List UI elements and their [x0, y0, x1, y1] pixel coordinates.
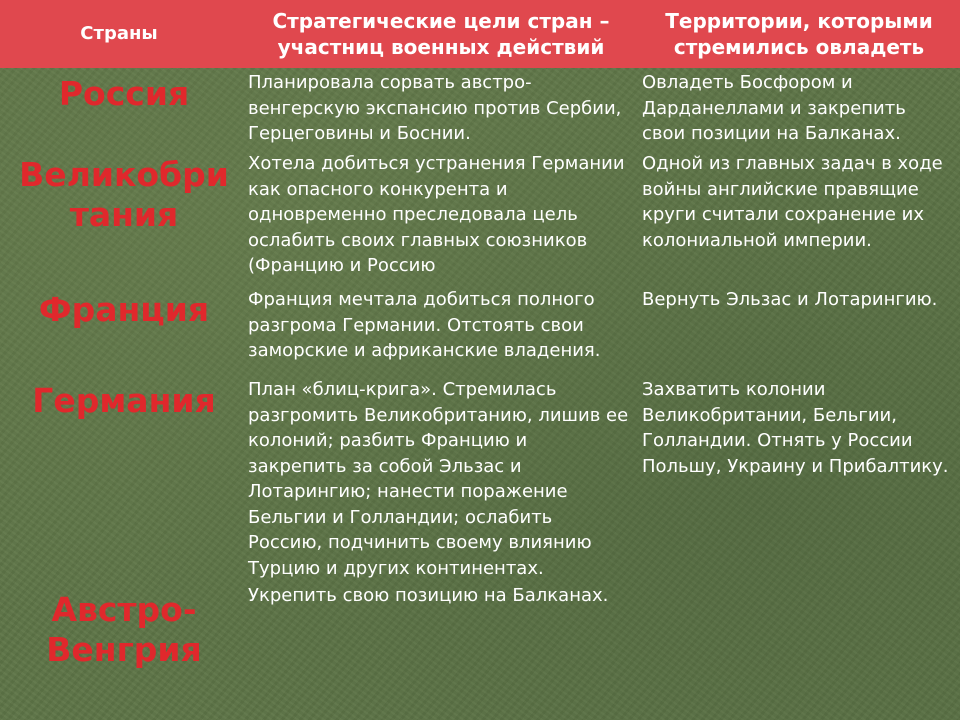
goal-line: закрепить за собой Эльзас и — [248, 455, 522, 477]
goal-line: Укрепить свою позицию на Балканах. — [248, 585, 609, 606]
country-austria-hungary — [0, 590, 248, 670]
territories-great-britain — [642, 151, 958, 253]
goals-great-britain — [248, 151, 640, 279]
territory-line: Вернуть Эльзас и Лотарингию. — [642, 289, 938, 310]
goal-line: Лотарингию; нанести поражение — [248, 481, 568, 502]
country-line: Австро- — [51, 590, 197, 629]
country-line: Венгрия — [46, 630, 202, 669]
country-line: Франция — [38, 290, 210, 329]
goal-line: венгерскую экспансию против Сербии, — [248, 97, 622, 119]
header-goals-line2: участниц военных действий — [277, 35, 605, 59]
goals-germany — [248, 377, 640, 581]
goal-line: Хотела добиться устранения Германии — [248, 153, 625, 174]
header-territories-line2: стремились овладеть — [673, 35, 925, 59]
territory-line: Овладеть Босфором и — [642, 72, 853, 93]
territory-line: войны английские правящие — [642, 178, 919, 200]
country-france — [0, 290, 248, 330]
header-goals-line1: Стратегические цели стран – — [272, 9, 610, 33]
goal-line: заморские и африканские владения. — [248, 340, 601, 361]
header-territories — [638, 0, 960, 68]
territory-line: Захватить колонии — [642, 379, 826, 400]
goal-line: Франция мечтала добиться полного — [248, 289, 595, 310]
country-line: Германия — [32, 381, 216, 420]
country-russia — [0, 74, 248, 114]
header-countries — [0, 0, 238, 68]
goal-line: Россию, подчинить своему влиянию — [248, 532, 592, 553]
territory-line: круги считали сохранение их — [642, 204, 924, 225]
territory-line: Голландии. Отнять у России — [642, 430, 913, 451]
country-germany — [0, 381, 248, 421]
territories-russia — [642, 70, 958, 147]
territory-line: Великобритании, Бельгии, — [642, 404, 897, 426]
country-line: Россия — [58, 74, 190, 113]
goals-austria-hungary — [248, 583, 640, 609]
goal-line: Герцеговины и Боснии. — [248, 123, 471, 144]
goal-line: как опасного конкурента и — [248, 178, 508, 200]
goals-russia — [248, 70, 640, 147]
country-line: тания — [69, 195, 179, 234]
territory-line: колониальной империи. — [642, 229, 872, 251]
goal-line: Бельгии и Голландии; ослабить — [248, 506, 553, 528]
country-great-britain — [0, 155, 248, 235]
header-goals — [244, 0, 638, 68]
goal-line: разгрома Германии. Отстоять свои — [248, 314, 584, 336]
territory-line: Одной из главных задач в ходе — [642, 153, 943, 174]
goal-line: ослабить своих главных союзников — [248, 229, 588, 251]
goals-france — [248, 287, 640, 364]
header-territories-line1: Территории, которыми — [665, 9, 933, 33]
territory-line: Дарданеллами и закрепить — [642, 97, 906, 119]
table-header — [0, 0, 960, 68]
country-line: Великобри — [19, 155, 229, 194]
header-countries-label: Страны — [80, 23, 158, 44]
territory-line: свои позиции на Балканах. — [642, 123, 901, 144]
territories-france — [642, 287, 958, 313]
goal-line: одновременно преследовала цель — [248, 204, 578, 225]
territory-line: Польшу, Украину и Прибалтику. — [642, 455, 949, 477]
territories-germany — [642, 377, 958, 479]
goal-line: колоний; разбить Францию и — [248, 430, 528, 451]
goal-line: План «блиц-крига». Стремилась — [248, 379, 557, 400]
goal-line: (Францию и Россию — [248, 255, 436, 276]
goal-line: Турцию и других континентах. — [248, 557, 544, 579]
goal-line: разгромить Великобританию, лишив ее — [248, 404, 629, 426]
goal-line: Планировала сорвать австро- — [248, 72, 532, 93]
